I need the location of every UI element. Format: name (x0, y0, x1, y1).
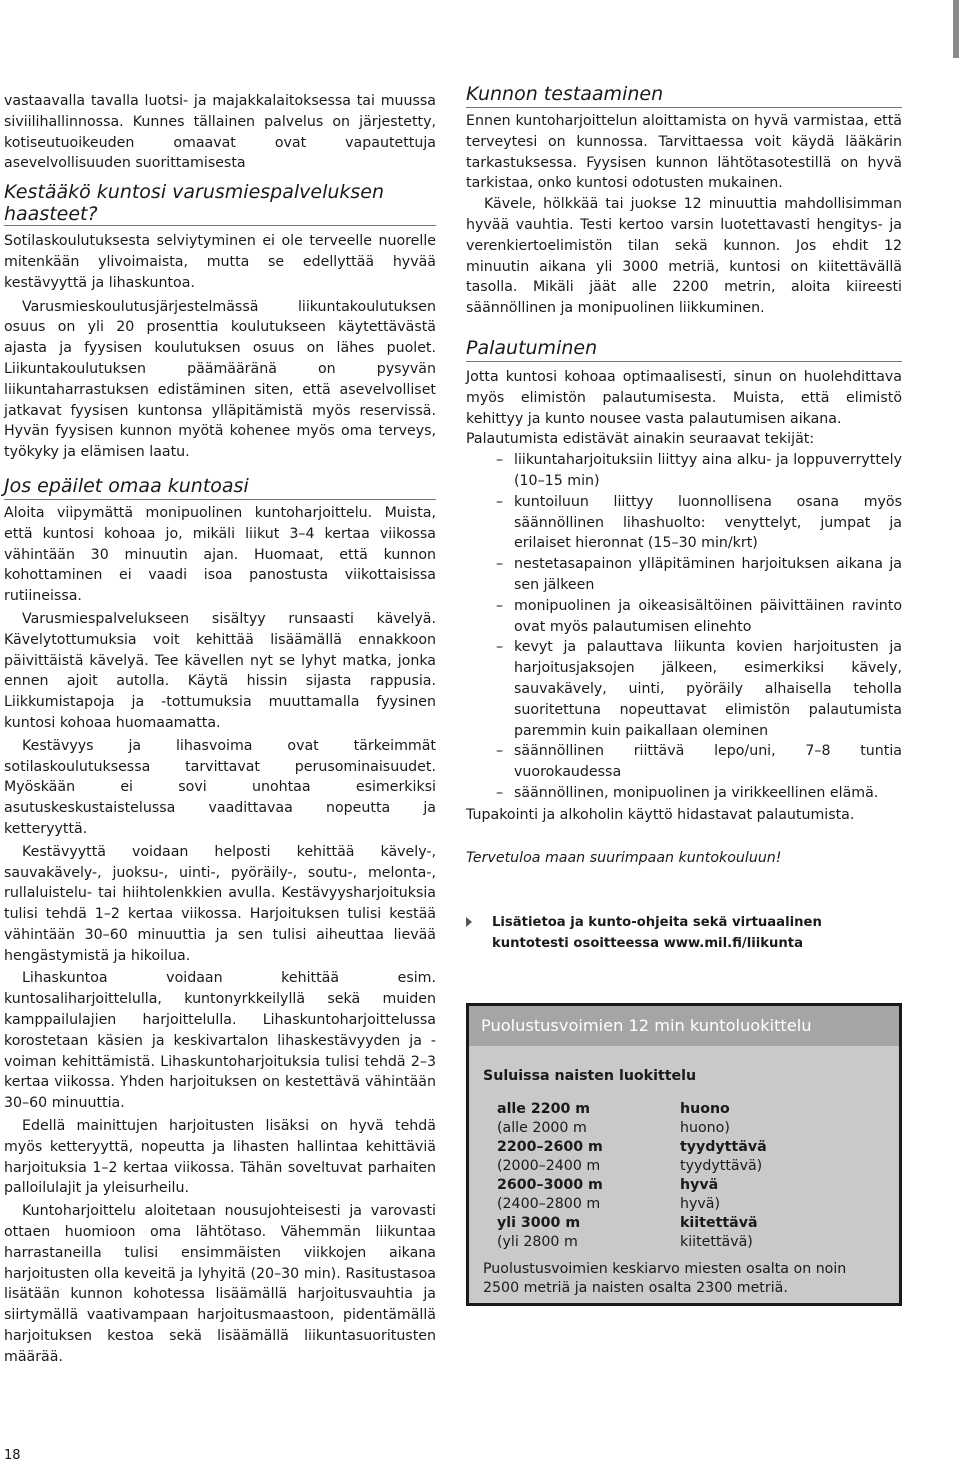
list-item: – liikuntaharjoituksiin liittyy aina alku- ja loppuverryttely (10–15 min) (466, 450, 902, 492)
grade-cell: huono (680, 1101, 730, 1117)
grade-cell: tyydyttävä) (680, 1158, 763, 1174)
list-item: – säännöllinen, monipuolinen ja virikkeellinen elämä. (466, 783, 902, 804)
grade-cell: hyvä) (680, 1196, 721, 1212)
paragraph: Palautumista edistävät ainakin seuraavat tekijät: (466, 431, 815, 448)
table-row (497, 1119, 767, 1138)
left-column (4, 0, 436, 1368)
distance-cell: (yli 2800 m (497, 1234, 578, 1250)
paragraph: Varusmiespalvelukseen sisältyy runsaasti kävelyä. Kävelytottumuksia voit kehittää lisäämällä ennakkoon päivittäistä kävelyä. Tee kävellen nyt se lyhyt matka, jonka ennen ajoit autolla. Käytä hissin sijasta rappusia. Liikkumistapoja ja -tottumuksia muuttamalla fyysinen kuntosi kohoaa huomaamatta. (4, 610, 436, 731)
list-item: – säännöllinen riittävä lepo/uni, 7–8 tuntia vuorokaudessa (466, 741, 902, 783)
grade-cell: kiitettävä (680, 1215, 758, 1231)
paragraph: Lihaskuntoa voidaan kehittää esim. kuntosaliharjoittelulla, kuntonyrkkeilyllä sekä muiden kamppailulajien harjoittelulla. Lihaskuntoharjoittelussa korostetaan käsien ja keskivartalon lihaskestävyyden ja -voiman kehittämistä. Lihaskuntoharjoituksia tulisi tehdä 2–3 kertaa viikossa. Yhden harjoituksen on kestettävä vähintään 30–60 minuuttia. (4, 970, 436, 1112)
grade-cell: hyvä (680, 1177, 719, 1193)
paragraph: Tupakointi ja alkoholin käyttö hidastavat palautumista. (466, 806, 855, 823)
distance-cell: 2600–3000 m (497, 1177, 603, 1193)
distance-cell: (2400–2800 m (497, 1196, 601, 1212)
recovery-list (466, 450, 902, 804)
heading-kestaako: Kestääkö kuntosi varusmiespalveluksen haasteet? (4, 181, 436, 226)
paragraph: Kävele, hölkkää tai juokse 12 minuuttia mahdollisimman hyvää vauhtia. Testi kertoo varsin luotettavasti hengitys- ja verenkiertoelimistön tilan sekä kunnon. Jos ehdit 12 minuutin aikana yli 3000 metriä, kuntosi on kiitettävällä tasolla. Mikäli jäät alle 2200 metrin, aloita kiireesti säännöllinen ja monipuolinen liikkuminen. (466, 196, 902, 317)
grade-cell: tyydyttävä (680, 1139, 767, 1155)
paragraph: Sotilaskoulutuksesta selviytyminen ei ole terveelle nuorelle mitenkään ylivoimaista, mutta se edellyttää hyvää kestävyyttä ja lihaskuntoa. (4, 233, 436, 291)
table-row (497, 1233, 767, 1252)
paragraph: Kestävyyttä voidaan helposti kehittää kävely-, sauvakävely-, juoksu-, uinti-, pyöräily-, soutu-, melonta-, rullaluistelu- tai hiihtolenkkien avulla. Kestävyysharjoituksia tulisi tehdä 1–2 kertaa viikossa. Harjoituksen tulisi kestää vähintään 30–60 minuuttia ja sen tulisi aiheuttaa lievää hengästymistä ja hikoilua. (4, 843, 436, 964)
list-item: – nestetasapainon ylläpitäminen harjoituksen aikana ja sen jälkeen (466, 554, 902, 596)
heading-kunnon-testaaminen: Kunnon testaaminen (466, 83, 902, 108)
distance-cell: 2200–2600 m (497, 1139, 603, 1155)
paragraph: Kestävyys ja lihasvoima ovat tärkeimmät sotilaskoulutuksessa tarvittavat perusominaisuudet. Myöskään ei sovi unohtaa esimerkiksi asutuskeskustaistelussa vaadittavaa nopeutta ja ketteryyttä. (4, 737, 436, 837)
table-row (497, 1195, 767, 1214)
grade-cell: kiitettävä) (680, 1234, 753, 1250)
right-column (466, 0, 902, 868)
box-footer: Puolustusvoimien keskiarvo miesten osalta on noin 2500 metriä ja naisten osalta 2300 metriä. (483, 1261, 847, 1296)
fitness-classification-box (466, 1003, 902, 1306)
page-edge-marker (953, 0, 959, 58)
distance-cell: alle 2200 m (497, 1101, 591, 1117)
heading-jos-epailet: Jos epäilet omaa kuntoasi (4, 475, 436, 500)
table-row (497, 1138, 767, 1157)
triangle-bullet-icon (466, 917, 472, 927)
list-item: – kuntoiluun liittyy luonnollisena osana myös säännöllinen lihashuolto: venyttelyt, jumpat ja erilaiset hieronnat (15–30 min/krt) (466, 492, 902, 554)
paragraph: Aloita viipymättä monipuolinen kuntoharjoittelu. Muista, että kuntosi kohoaa jo, mikäli liikut 3–4 kertaa viikossa vähintään 30 minuutin ajan. Huomaat, että kunnon kohottaminen ei vaadi isoa panostusta viikottaisissa rutiineissa. (4, 504, 436, 605)
more-info-note (466, 912, 902, 954)
table-row (497, 1214, 767, 1233)
paragraph: Jotta kuntosi kohoaa optimaalisesti, sinun on huolehdittava myös elimistön palautumisesta. Muista, että elimistö kehittyy ja kunto nousee vasta palautumisen aikana. (466, 368, 902, 427)
heading-palautuminen: Palautuminen (466, 337, 902, 362)
distance-cell: (alle 2000 m (497, 1120, 587, 1136)
classification-table (497, 1100, 767, 1252)
page-number: 18 (4, 1448, 21, 1463)
distance-cell: (2000–2400 m (497, 1158, 601, 1174)
grade-cell: huono) (680, 1120, 730, 1136)
welcome-text: Tervetuloa maan suurimpaan kuntokouluun! (466, 849, 782, 866)
paragraph: Kuntoharjoittelu aloitetaan nousujohteisesti ja varovasti ottaen huomioon oma lähtötaso. Vähemmän liikuntaa harrastaneilla tulisi ensimmäisten viikkojen aikana harjoitusten olla keveitä ja lyhyitä (20–30 min). Rasitustasoa lisätään kunnon kohotessa lisäämällä harjoitusvauhtia ja siirtymällä vaativampaan harjoitusmaastoon, pidentämällä harjoituksen kestoa sekä lisäämällä liikuntasuoritusten määrää. (4, 1203, 436, 1365)
intro-paragraph: vastaavalla tavalla luotsi- ja majakkalaitoksessa tai muussa siviilihallinnossa. Kunnes tällainen palvelus on järjestetty, kotiseutuoikeuden omaavat ovat vapautettuja asevelvollisuuden suorittamisesta (4, 93, 436, 172)
paragraph: Ennen kuntoharjoittelun aloittamista on hyvä varmistaa, että terveytesi on kunnossa. Tarvittaessa voit käydä lääkärin tarkastuksessa. Fyysisen kunnon lähtötasotestillä on hyvä tarkistaa, onko kuntosi odotusten mukainen. (466, 113, 902, 192)
list-item: – kevyt ja palauttava liikunta kovien harjoitusten ja harjoitusjaksojen jälkeen, esimerkiksi kävely, sauvakävely, uinti, pyöräily alhaisella teholla suoritettuna nopeuttavat elimistön palautumista paremmin kuin paikallaan oleminen (466, 637, 902, 741)
distance-cell: yli 3000 m (497, 1215, 581, 1231)
box-subtitle: Suluissa naisten luokittelu (483, 1068, 697, 1084)
box-title: Puolustusvoimien 12 min kuntoluokittelu (469, 1006, 899, 1046)
list-item: – monipuolinen ja oikeasisältöinen päivittäinen ravinto ovat myös palautumisen elinehto (466, 596, 902, 638)
table-row (497, 1100, 767, 1119)
table-row (497, 1157, 767, 1176)
table-row (497, 1176, 767, 1195)
paragraph: Varusmieskoulutusjärjestelmässä liikuntakoulutuksen osuus on yli 20 prosenttia koulutukseen käytettävästä ajasta ja fyysisen koulutuksen osuus on lähes puolet. Liikuntakoulutuksen päämääränä on pysyvän liikuntaharrastuksen edistäminen siten, että asevelvolliset jatkavat fyysisen kuntonsa ylläpitämistä myös reservissä. Hyvän fyysisen kunnon myötä kohenee myös oma terveys, työkyky ja elämisen laatu. (4, 298, 436, 461)
more-info-text: Lisätietoa ja kunto-ohjeita sekä virtuaalinen kuntotesti osoitteessa www.mil.fi/liikunta (492, 915, 822, 951)
paragraph: Edellä mainittujen harjoitusten lisäksi on hyvä tehdä myös ketteryyttä, nopeutta ja lihasten hallintaa kehittäviä harjoituksia 1–2 kertaa viikossa. Tähän soveltuvat parhaiten palloilulajit ja yleisurheilu. (4, 1118, 436, 1197)
